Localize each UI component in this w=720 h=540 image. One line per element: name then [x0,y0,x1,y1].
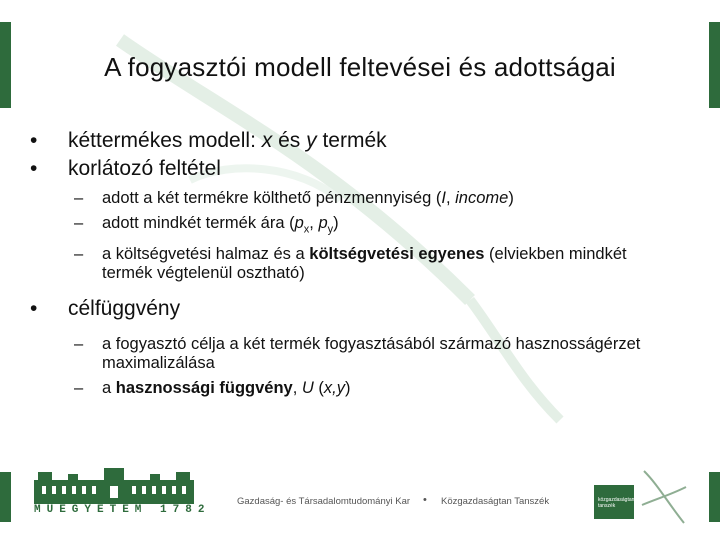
slide-content [30,127,670,398]
footer-separator: • [423,494,427,506]
footer-department: Közgazdaságtan Tanszék [441,496,550,507]
bullet-two-product-model: • kéttermékes modell: x és y termék [30,127,670,155]
department-badge-text: közgazdaságtan tanszék [598,497,635,509]
sub-bullet-prices: – adott mindkét termék ára ($p_x$, $p_y$) [74,214,339,236]
right-bottom-accent-bar [709,472,720,522]
slide-title: A fogyasztói modell feltevései és adottságai [104,52,616,82]
department-badge [594,485,634,519]
bullet-marker: • [30,157,38,180]
dash-marker: – [74,335,84,354]
sub-bullet-utility-function: – a hasznossági függvény, U (x,y) [74,379,351,398]
department-curve-logo-icon [640,465,688,527]
bullet-objective-function: • célfüggvény [30,295,670,323]
dash-marker: – [74,379,84,398]
bullet-marker: • [30,129,38,152]
university-logo-text: MŰEGYETEM 1782 [34,504,211,516]
sub-bullet-consumer-goal: – a fogyasztó célja a két termék fogyasztásából származó hasznosságérzet maximalizálása [74,335,641,373]
sub-bullet-budget-line: – a költségvetési halmaz és a költségvetési egyenes (elviekben mindkét termék végtelenül osztható) [74,245,627,283]
university-building-logo-icon [34,466,194,504]
bullet-constraint: • korlátozó feltétel [30,155,670,183]
sub-bullet-income: – adott a két termékre költhető pénzmennyiség (I, income) [74,189,514,207]
dash-marker: – [74,245,84,264]
left-bottom-accent-bar [0,472,11,522]
bullet-marker: • [30,297,38,321]
dash-marker: – [74,214,84,232]
footer-faculty: Gazdaság- és Társadalomtudományi Kar [237,496,411,507]
dash-marker: – [74,189,84,207]
